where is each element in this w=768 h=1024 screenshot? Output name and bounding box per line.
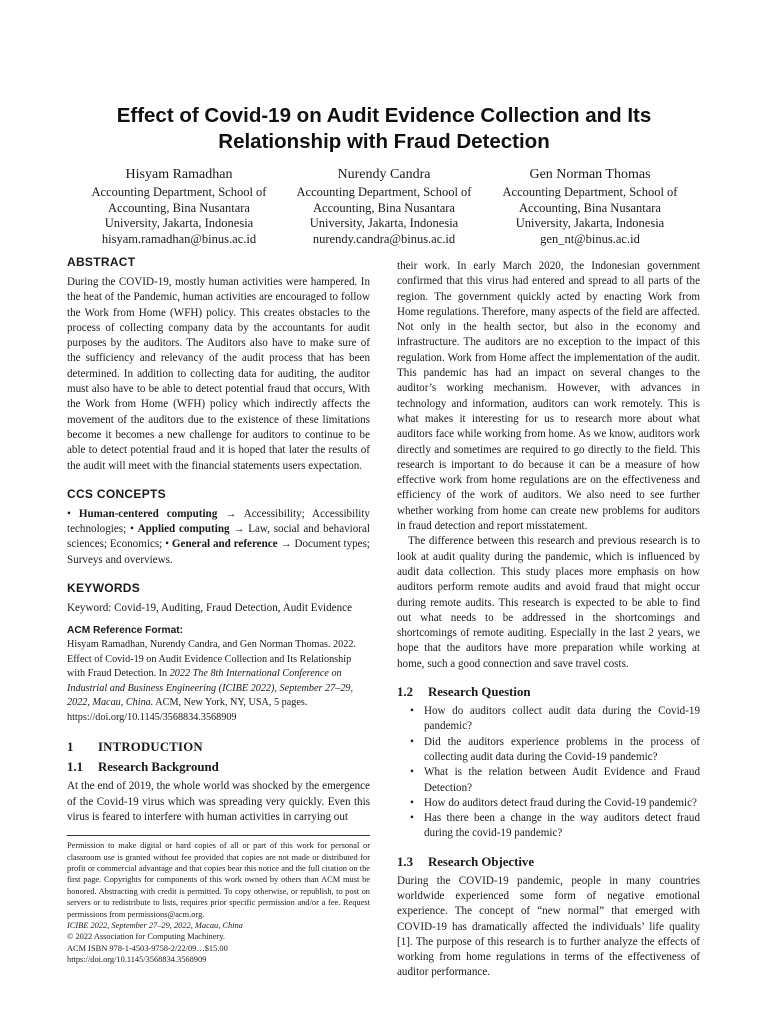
- abstract-text: During the COVID-19, mostly human activities were hampered. In the heat of the Pandemic, human activities are encouraged to follow the Work from Home (WFH) policy. This creates obstacles to the process of collecting company data by the accountants for audit purposes by the auditors. The Auditors also have to make sure of the sufficiency and relevancy of the audit process that has been determined. In addition to collecting data for auditing, the auditor must also have to be able to detect potential fraud that occurs, With the Work from Home (WFH) policy which indirectly affects the movement of the auditors due to the existence of these limitations become it becomes a new challenge for auditors to continue to be able to detect potential fraud and it is hoped that later the results of the audit will meet with the financial statements users expectation.: [67, 276, 370, 472]
- section-title: INTRODUCTION: [98, 740, 203, 755]
- subsection-title: Research Question: [428, 685, 531, 700]
- acm-reference-venue: 2022 The 8th International Conference on Industrial and Business Engineering (ICIBE 2022), September 27–29, 2022, Macau, China.: [67, 668, 354, 709]
- author-email: gen_nt@binus.ac.id: [540, 231, 640, 246]
- ccs-term: General and reference: [171, 538, 278, 551]
- subsection-number: 1.2: [397, 685, 413, 700]
- background-text-continued: their work. In early March 2020, the Indonesian government confirmed that this virus had entered and spread to all parts of the region. The government quickly acted by enacting Work from Home regulations. Therefore, many aspects of the field are affected. Not only in the health sector, but also in the economy and infrastructure. The auditors are no exception to the impact of this regulation. Work from Home affect the implementation of the audit. This pandemic has had an impact on several changes to the auditor’s working mechanism. However, with advances in technology and information, auditors can work remotely. This is what makes it interesting for us to research more about what auditors face while working from home. As we know, auditors work directly and sometimes are required to go directly to the field. This research is important to do because it can be a measure of how effective work from home regulations are on the effectiveness and efficiency of the work of auditors. We also need to see further whether working from home can create new problems for auditors in fraud detection and report misstatement.: [397, 260, 700, 533]
- keywords-text: Keyword: Covid-19, Auditing, Fraud Detection, Audit Evidence: [67, 602, 353, 615]
- author-block: [279, 165, 489, 247]
- research-objective-heading: [397, 854, 700, 870]
- author-affiliation: Accounting, Bina Nusantara: [313, 200, 455, 215]
- background-text: At the end of 2019, the whole world was shocked by the emergence of the Covid-19 virus which was spreading very quickly. Even this virus is feared to interfere with human activities in carrying out: [67, 780, 370, 823]
- research-question-list: [397, 704, 700, 842]
- list-item: • Has there been a change in the way auditors detect fraud during the covid-19 pandemic?: [424, 811, 700, 842]
- background-heading: [67, 759, 370, 775]
- copyright-line: © 2022 Association for Computing Machinery.: [67, 932, 225, 942]
- author-block: [74, 165, 284, 247]
- title-line: Effect of Covid-19 on Audit Evidence Collection and Its: [116, 104, 652, 127]
- ccs-bullet: •: [165, 538, 170, 551]
- acm-reference: [67, 624, 370, 725]
- list-item: • How do auditors collect audit data during the Covid-19 pandemic?: [424, 704, 700, 735]
- acm-reference-body: [67, 638, 370, 725]
- research-objective-text: During the COVID-19 pandemic, people in many countries worldwide experienced some form of negative emotional experience. The concept of “new normal” that emerged with COVID-19 has dramatically affected the individuals’ life quality [1]. The purpose of this research is to further analyze the effects of working from home regulations in terms of the effectiveness of auditor performance.: [397, 874, 700, 979]
- permission-footnote: [67, 840, 370, 965]
- author-name: Nurendy Candra: [337, 167, 431, 182]
- author-affiliation: Accounting Department, School of: [502, 185, 678, 199]
- right-column: [397, 259, 700, 981]
- ccs-term: Applied computing: [137, 523, 230, 536]
- research-question-heading: [397, 684, 700, 700]
- title-line: Relationship with Fraud Detection: [218, 130, 550, 153]
- list-item: • Did the auditors experience problems in the process of collecting audit data during the Covid-19 pandemic?: [424, 735, 700, 766]
- author-affiliation: Accounting, Bina Nusantara: [108, 200, 250, 215]
- ccs-subterms: Law, social and behavioral sciences; Economics;: [67, 523, 370, 551]
- author-email: hisyam.ramadhan@binus.ac.id: [101, 231, 257, 246]
- acm-reference-authors: Hisyam Ramadhan, Nurendy Candra, and Gen Norman Thomas. 2022. Effect of Covid-19 on Audit Evidence Collection and Its Relationship with Fraud Detection. In: [67, 639, 356, 680]
- ccs-heading: CCS CONCEPTS: [67, 486, 166, 501]
- list-item: • How do auditors detect fraud during the Covid-19 pandemic?: [424, 796, 700, 811]
- left-column: [67, 255, 370, 966]
- author-affiliation: University, Jakarta, Indonesia: [104, 216, 254, 231]
- background-text-paragraph: The difference between this research and previous research is to look at audit quality during the pandemic, which is influenced by audit data collection. This study places more emphasis on how auditors perform remote audits and avoid fraud that might occur during remote audits. This research is expected to be able to find out what needs to be addressed in the shortcomings and shortcomings of remote auditing. Especially in the last 2 years, we hope that the auditors have more preparation while working at home, such a good connection and save travel costs.: [397, 535, 700, 670]
- conference-line: ICIBE 2022, September 27–29, 2022, Macau, China: [67, 921, 243, 931]
- author-name: Gen Norman Thomas: [529, 167, 651, 182]
- section-number: 1: [67, 740, 74, 755]
- subsection-title: Research Background: [98, 760, 219, 775]
- paper-title: [60, 103, 708, 155]
- footnote-block: [67, 835, 370, 965]
- doi-link[interactable]: https://doi.org/10.1145/3568834.3568909: [67, 955, 207, 965]
- ccs-bullet: •: [129, 523, 134, 536]
- footnote-divider: [67, 835, 370, 836]
- abstract-heading: ABSTRACT: [67, 255, 136, 269]
- intro-heading: [67, 739, 370, 755]
- author-affiliation: Accounting Department, School of: [296, 185, 472, 199]
- keywords-heading: KEYWORDS: [67, 581, 141, 596]
- subsection-title: Research Objective: [428, 854, 535, 869]
- author-affiliation: Accounting Department, School of: [91, 185, 267, 199]
- permission-notice: Permission to make digital or hard copies of all or part of this work for personal or classroom use is granted without fee provided that copies are not made or distributed for profit or commercial advantage and that copies bear this notice and the full citation on the first page. Copyrights for components of this work owned by others than ACM must be honored. Abstracting with credit is permitted. To copy otherwise, or republish, to post on servers or to redistribute to lists, requires prior specific permission and/or a fee. Request permissions from permissions@acm.org.: [67, 841, 370, 919]
- ccs-subterms: Accessibility; Accessibility technologies;: [67, 507, 370, 536]
- ccs-arrow: →: [280, 538, 292, 551]
- author-affiliation: Accounting, Bina Nusantara: [519, 200, 661, 215]
- subsection-number: 1.1: [67, 760, 83, 775]
- list-item: • What is the relation between Audit Evidence and Fraud Detection?: [424, 765, 700, 796]
- author-name: Hisyam Ramadhan: [125, 167, 233, 182]
- ccs-term: Human-centered computing: [78, 507, 218, 520]
- author-block: [485, 165, 695, 247]
- acm-reference-doi: ACM, New York, NY, USA, 5 pages. https://doi.org/10.1145/3568834.3568909: [67, 697, 308, 723]
- subsection-number: 1.3: [397, 854, 413, 869]
- ccs-concepts: [67, 507, 370, 568]
- ccs-bullet: •: [67, 507, 71, 520]
- ccs-arrow: →: [225, 507, 237, 520]
- ccs-subterms: Document types; Surveys and overviews.: [67, 538, 370, 566]
- author-affiliation: University, Jakarta, Indonesia: [515, 216, 665, 231]
- author-affiliation: University, Jakarta, Indonesia: [309, 216, 459, 231]
- isbn-line: ACM ISBN 978-1-4503-9758-2/22/09…$15.00: [67, 943, 228, 953]
- acm-reference-heading: ACM Reference Format:: [67, 625, 184, 637]
- ccs-arrow: →: [233, 523, 245, 536]
- author-email: nurendy.candra@binus.ac.id: [312, 231, 456, 246]
